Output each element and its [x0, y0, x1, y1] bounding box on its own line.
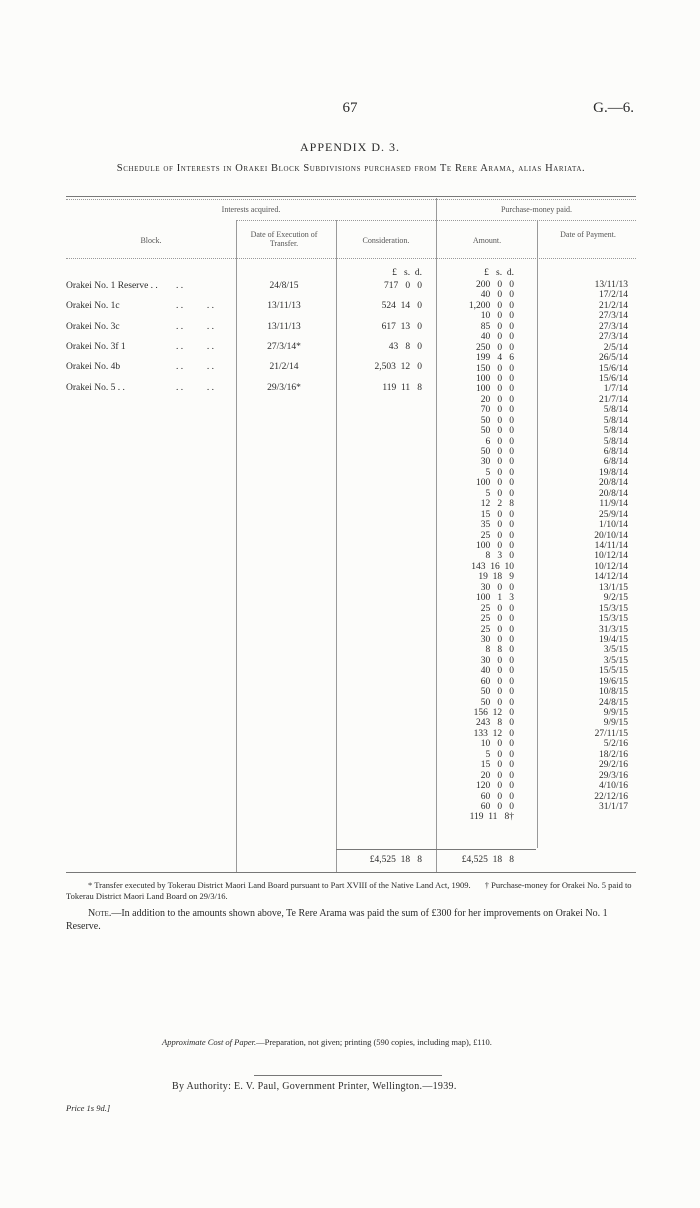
payment-amount: 143 16 10 [471, 561, 514, 572]
payment-date: 3/5/15 [603, 645, 628, 656]
payment-amount: 156 12 0 [473, 708, 514, 719]
consideration-value: 717 0 0 [384, 281, 422, 291]
payment-date: 6/8/14 [603, 447, 628, 458]
consideration-value: 617 13 0 [381, 321, 422, 332]
approximate-cost [162, 1037, 642, 1047]
payment-date: 20/8/14 [598, 488, 628, 499]
report-reference: G.—6. [593, 100, 634, 116]
payment-date: 5/2/16 [603, 739, 628, 750]
payment-amount: 15 0 0 [480, 509, 514, 520]
payment-date: 13/1/15 [598, 582, 628, 593]
payment-date: 20/8/14 [598, 478, 628, 489]
payment-amount: 30 0 0 [480, 582, 514, 593]
block-name: Orakei No. 5 . . [66, 382, 125, 393]
payment-date: 17/2/14 [598, 290, 628, 301]
payment-date: 24/8/15 [598, 697, 628, 708]
payment-amount: 60 0 0 [480, 676, 514, 687]
total-amount: £4,525 18 8 [461, 855, 514, 865]
payment-amount: 50 0 0 [480, 426, 514, 437]
payment-amount: 20 0 0 [480, 394, 514, 405]
payment-date: 21/7/14 [598, 394, 628, 405]
transfer-date: 21/2/14 [269, 362, 299, 373]
payment-amount: 10 0 0 [480, 739, 514, 750]
payment-amount: 40 0 0 [480, 332, 514, 343]
appendix-title: APPENDIX D. 3. [299, 140, 400, 154]
payment-amount: 15 0 0 [480, 760, 514, 771]
payment-amount: 5 0 0 [485, 488, 514, 499]
payment-date: 20/10/14 [594, 530, 628, 541]
payment-amount: 200 0 0 [476, 280, 514, 290]
transfer-date: 13/11/13 [267, 301, 301, 312]
payment-amount: 100 0 0 [476, 478, 514, 489]
col-header-date-execution: Date of Execution of Transfer. [250, 230, 318, 248]
payment-date: 5/8/14 [603, 415, 628, 426]
leader-dots: . . . . [176, 362, 214, 373]
payment-amount: 60 0 0 [480, 791, 514, 802]
payment-date: 29/3/16 [598, 770, 628, 781]
footnote-transfer: * Transfer executed by Tokerau District Maori Land Board pursuant to Part XVIII of the Native Land Act, 1909. [88, 880, 471, 890]
payment-amount: 25 0 0 [480, 614, 514, 625]
payment-date: 3/5/15 [603, 655, 628, 666]
payment-date: 27/11/15 [594, 728, 628, 739]
payment-amount: 50 0 0 [480, 447, 514, 458]
payment-date: 13/11/13 [594, 280, 628, 290]
payment-date: 1/7/14 [603, 384, 628, 395]
block-name: Orakei No. 4b [66, 362, 121, 373]
group-header-interests: Interests acquired. [221, 205, 281, 214]
payment-amount: 119 11 8† [469, 812, 514, 823]
approx-text: —Preparation, not given; printing (590 copies, including map), £110. [256, 1037, 492, 1047]
transfer-date: 27/3/14* [267, 341, 301, 352]
payment-date: 15/6/14 [598, 373, 628, 384]
total-rule [336, 849, 536, 850]
payment-date: 11/9/14 [599, 499, 628, 510]
payment-date: 5/8/14 [603, 436, 628, 447]
payment-amount: 5 0 0 [485, 749, 514, 760]
unit-label-amount: £ s. d. [484, 268, 514, 278]
table-bottom-rule [66, 872, 636, 873]
payment-date: 21/2/14 [598, 300, 628, 311]
table-top-rule [66, 196, 636, 197]
approx-label: Approximate Cost of Paper. [162, 1037, 257, 1047]
payment-date: 18/2/16 [598, 749, 628, 760]
payment-amount: 35 0 0 [480, 520, 514, 531]
payment-amount: 100 0 0 [476, 384, 514, 395]
payment-date: 22/12/16 [594, 791, 628, 802]
col-divider-1 [236, 220, 237, 872]
payment-date: 31/3/15 [598, 624, 628, 635]
payment-amount: 85 0 0 [480, 321, 514, 332]
block-name: Orakei No. 1c [66, 301, 120, 312]
consideration-value: 524 14 0 [381, 301, 422, 312]
printer-authority: By Authority: E. V. Paul, Government Printer, Wellington.—1939. [172, 1081, 457, 1092]
payment-date: 27/3/14 [598, 311, 628, 322]
payment-date: 15/5/15 [598, 666, 628, 677]
payment-amount: 100 0 0 [476, 541, 514, 551]
consideration-value: 119 11 8 [382, 382, 422, 393]
payment-amount: 12 2 8 [480, 499, 514, 510]
payment-date: 26/5/14 [598, 353, 628, 364]
page-number: 67 [342, 100, 358, 116]
transfer-date: 13/11/13 [267, 321, 301, 332]
payment-date: 15/3/15 [598, 603, 628, 614]
payment-amount: 8 8 0 [485, 645, 514, 656]
payment-amount: 25 0 0 [480, 603, 514, 614]
col-divider-2 [336, 220, 337, 872]
payment-date: 14/12/14 [594, 572, 628, 583]
payment-date: 19/8/14 [598, 467, 628, 478]
transfer-date: 29/3/16* [267, 382, 301, 393]
leader-dots: . . . . [176, 382, 214, 393]
footnotes [66, 880, 636, 902]
payment-amount: 120 0 0 [476, 781, 514, 792]
payment-date: 2/5/14 [603, 342, 628, 353]
payment-amount: 100 0 0 [476, 373, 514, 384]
col-header-block: Block. [140, 236, 162, 245]
payment-date: 10/12/14 [594, 551, 628, 562]
payment-date: 29/2/16 [598, 760, 628, 771]
payment-amount: 40 0 0 [480, 666, 514, 677]
header-bottom-rule [66, 258, 636, 259]
transfer-date: 24/8/15 [269, 281, 299, 291]
leader-dots: . . . . [176, 341, 214, 352]
col-header-consideration: Consideration. [362, 236, 410, 245]
payment-amount: 30 0 0 [480, 457, 514, 468]
payment-amount: 20 0 0 [480, 770, 514, 781]
price: Price 1s 9d.] [66, 1103, 111, 1113]
block-name: Orakei No. 3f 1 [66, 341, 126, 352]
payment-amount: 25 0 0 [480, 530, 514, 541]
payment-amount: 199 4 6 [476, 353, 514, 364]
payment-date: 31/1/17 [598, 802, 628, 812]
leader-dots: . . . . [176, 301, 214, 312]
payment-date: 9/9/15 [603, 708, 628, 719]
payment-amount: 60 0 0 [480, 802, 514, 812]
payment-date: 15/6/14 [598, 363, 628, 374]
payment-amount: 70 0 0 [480, 405, 514, 416]
payment-amount: 250 0 0 [476, 342, 514, 353]
payment-amount: 19 18 9 [478, 572, 514, 583]
note-text: —In addition to the amounts shown above, Te Rere Arama was paid the sum of £300 for her improvements on Orakei No. 1 Reserve. [66, 908, 608, 932]
payment-date: 6/8/14 [603, 457, 628, 468]
payment-date: 19/4/15 [598, 634, 628, 645]
payment-amount: 50 0 0 [480, 415, 514, 426]
col-divider-4 [537, 220, 538, 848]
schedule-title: Schedule of Interests in Orakei Block Subdivisions purchased from Te Rere Arama, alias Hariata. [116, 163, 586, 174]
payment-amount: 150 0 0 [476, 363, 514, 374]
total-consideration: £4,525 18 8 [369, 855, 422, 865]
note-paragraph [66, 907, 636, 933]
payment-amount: 243 8 0 [476, 718, 514, 729]
payment-amount: 50 0 0 [480, 687, 514, 698]
footnote-purchase-money: † Purchase-money for Orakei No. 5 paid to Tokerau District Maori Land Board on 29/3/16. [66, 880, 632, 901]
payment-date: 25/9/14 [598, 509, 628, 520]
consideration-value: 43 8 0 [388, 341, 422, 352]
payment-amount: 50 0 0 [480, 697, 514, 708]
payment-amount: 100 1 3 [476, 593, 514, 604]
payment-amount: 40 0 0 [480, 290, 514, 301]
unit-label-consideration: £ s. d. [392, 268, 422, 278]
col-header-amount: Amount. [472, 236, 502, 245]
payment-amount: 10 0 0 [480, 311, 514, 322]
consideration-value: 2,503 12 0 [374, 362, 422, 373]
leader-dots: . . [176, 281, 184, 291]
payment-date: 10/8/15 [598, 687, 628, 698]
block-name: Orakei No. 3c [66, 321, 120, 332]
payment-date: 5/8/14 [603, 405, 628, 416]
payment-amount: 30 0 0 [480, 634, 514, 645]
authority-rule [254, 1075, 442, 1076]
col-header-date-payment: Date of Payment. [560, 230, 616, 239]
payment-amount: 6 0 0 [485, 436, 514, 447]
leader-dots: . . . . [176, 321, 214, 332]
note-label: Note. [88, 908, 112, 919]
payment-date: 27/3/14 [598, 321, 628, 332]
table-top-rule-dotted [66, 199, 636, 200]
payment-date: 9/2/15 [603, 593, 628, 604]
payment-date: 15/3/15 [598, 614, 628, 625]
payment-date: 4/10/16 [598, 781, 628, 792]
payment-date: 9/9/15 [603, 718, 628, 729]
payment-amount: 1,200 0 0 [468, 300, 514, 311]
payment-date: 5/8/14 [603, 426, 628, 437]
col-divider-3 [436, 198, 437, 872]
block-name: Orakei No. 1 Reserve . . [66, 281, 158, 291]
payment-amount: 5 0 0 [485, 467, 514, 478]
payment-amount: 25 0 0 [480, 624, 514, 635]
payment-amount: 8 3 0 [485, 551, 514, 562]
group-header-purchase: Purchase-money paid. [500, 205, 573, 214]
payment-date: 19/6/15 [598, 676, 628, 687]
payment-amount: 30 0 0 [480, 655, 514, 666]
payment-date: 1/10/14 [598, 520, 628, 531]
payment-amount: 133 12 0 [473, 728, 514, 739]
payment-date: 14/11/14 [594, 541, 628, 551]
payment-date: 27/3/14 [598, 332, 628, 343]
payment-date: 10/12/14 [594, 561, 628, 572]
